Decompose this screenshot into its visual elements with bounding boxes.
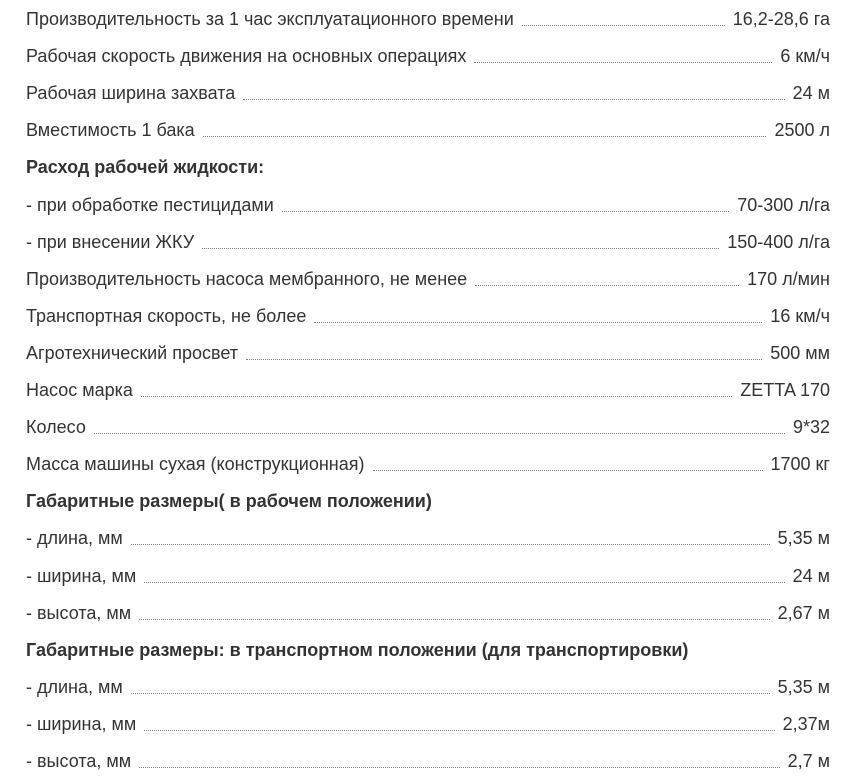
spec-value: 24 м <box>792 565 830 586</box>
spec-row <box>26 74 830 111</box>
dot-leader <box>139 766 779 768</box>
spec-row <box>26 223 830 260</box>
dot-leader <box>131 543 770 545</box>
dot-leader <box>373 469 763 471</box>
spec-label: Рабочая ширина захвата <box>26 83 236 104</box>
spec-row <box>26 705 830 742</box>
dot-leader <box>522 24 725 26</box>
dot-leader <box>94 432 785 434</box>
spec-label: Производительность насоса мембранного, не менее <box>26 268 468 289</box>
spec-label: Агротехнический просвет <box>26 342 239 363</box>
dot-leader <box>144 581 784 583</box>
spec-value: 2,7 м <box>787 750 830 771</box>
dot-leader <box>246 358 762 360</box>
spec-value: 6 км/ч <box>780 46 830 67</box>
spec-value: 170 л/мин <box>747 268 830 289</box>
spec-row <box>26 408 830 445</box>
dot-leader <box>139 618 769 620</box>
dot-leader <box>144 729 774 731</box>
dot-leader <box>474 61 772 63</box>
dot-leader <box>314 321 762 323</box>
dot-leader <box>475 284 739 286</box>
section-title: Габаритные размеры( в рабочем положении) <box>26 491 432 512</box>
spec-row <box>26 594 830 631</box>
spec-label: Насос марка <box>26 380 133 401</box>
spec-row <box>26 668 830 705</box>
spec-row <box>26 556 830 593</box>
spec-value: 2,37м <box>782 713 830 734</box>
dot-leader <box>141 395 732 397</box>
spec-value: 16 км/ч <box>770 305 830 326</box>
spec-value: 70-300 л/га <box>737 194 830 215</box>
spec-value: 150-400 л/га <box>727 231 830 252</box>
dot-leader <box>202 247 719 249</box>
spec-row <box>26 742 830 779</box>
dot-leader <box>243 98 784 100</box>
spec-label: - высота, мм <box>26 750 132 771</box>
spec-label: - длина, мм <box>26 528 123 549</box>
spec-value: 24 м <box>792 83 830 104</box>
spec-value: 1700 кг <box>770 454 830 475</box>
spec-label: - высота, мм <box>26 602 132 623</box>
spec-value: ZETTA 170 <box>740 380 830 401</box>
spec-label: Транспортная скорость, не более <box>26 305 307 326</box>
section-title: Габаритные размеры: в транспортном положении (для транспортировки) <box>26 639 689 660</box>
dot-leader <box>282 210 729 212</box>
spec-row <box>26 371 830 408</box>
spec-label: Производительность за 1 час эксплуатационного времени <box>26 9 514 30</box>
spec-value: 5,35 м <box>777 676 830 697</box>
spec-label: Рабочая скорость движения на основных операциях <box>26 46 467 67</box>
section-header <box>26 482 830 519</box>
spec-label: - длина, мм <box>26 676 123 697</box>
spec-label: Масса машины сухая (конструкционная) <box>26 454 365 475</box>
spec-label: - при обработке пестицидами <box>26 194 274 215</box>
spec-row <box>26 334 830 371</box>
spec-label: - при внесении ЖКУ <box>26 231 195 252</box>
spec-value: 500 мм <box>770 342 830 363</box>
spec-label: - ширина, мм <box>26 713 137 734</box>
section-title: Расход рабочей жидкости: <box>26 157 265 178</box>
spec-row <box>26 297 830 334</box>
spec-value: 16,2-28,6 га <box>732 9 830 30</box>
spec-label: - ширина, мм <box>26 565 137 586</box>
spec-row <box>26 445 830 482</box>
spec-row <box>26 37 830 74</box>
spec-label: Вместимость 1 бака <box>26 120 195 141</box>
spec-row <box>26 260 830 297</box>
spec-row <box>26 111 830 148</box>
section-header <box>26 148 830 185</box>
dot-leader <box>203 135 767 137</box>
spec-value: 5,35 м <box>777 528 830 549</box>
spec-value: 2,67 м <box>777 602 830 623</box>
spec-value: 9*32 <box>792 417 830 438</box>
spec-row <box>26 0 830 37</box>
spec-row <box>26 185 830 222</box>
spec-value: 2500 л <box>774 120 830 141</box>
section-header <box>26 631 830 668</box>
dot-leader <box>131 692 770 694</box>
spec-label: Колесо <box>26 417 86 438</box>
spec-row <box>26 519 830 556</box>
